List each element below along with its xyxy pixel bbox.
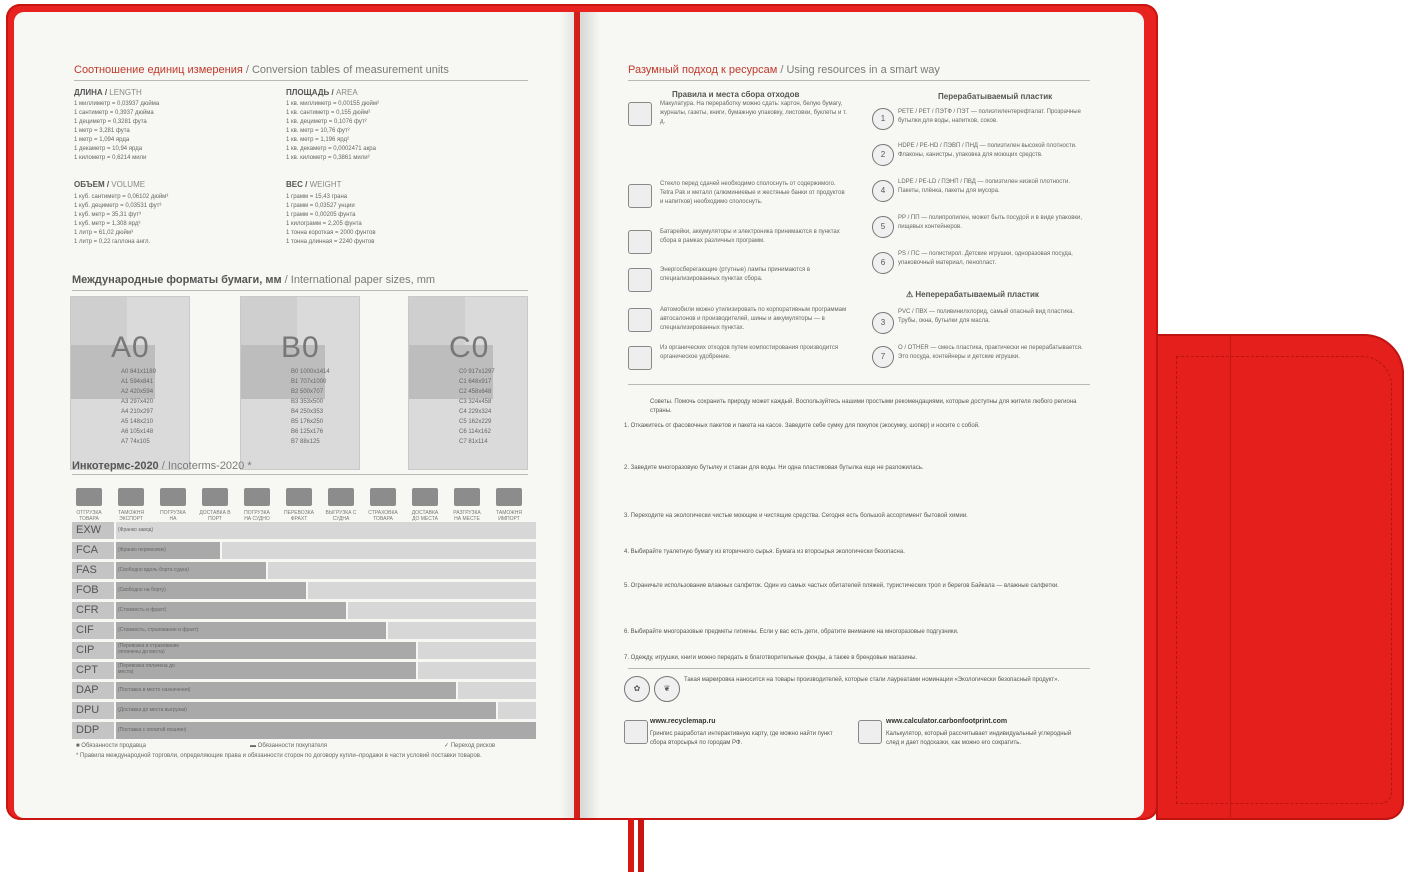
length-row: 1 километр = 0,6214 мили — [74, 155, 147, 161]
plastic-item: O / OTHER — смесь пластика, практически не перерабатывается. Это посуда, контейнеры и детские игрушки. — [898, 345, 1083, 360]
waste-item: Из органических отходов путем компостирования производится органическое удобрение. — [660, 345, 839, 360]
incoterm-row — [72, 722, 536, 739]
cloud-co2-icon — [858, 720, 882, 744]
stage-label: ВЫГРУЗКА С СУДНА — [325, 510, 357, 522]
units-title-ru: Соотношение единиц измерения — [74, 64, 243, 76]
incoterm-code: FOB — [72, 582, 114, 599]
resources-rule — [628, 80, 1090, 81]
incoterm-bar-buyer — [348, 602, 536, 619]
incoterm-bar-buyer — [222, 542, 536, 559]
incoterms-footnote: * Правила международной торговли, определяющие права и обязанности сторон по договору купли–продажи в части условий поставки товаров. — [76, 753, 482, 759]
customs-icon — [118, 488, 144, 506]
nonrecycle-title-label: Неперерабатываемый пластик — [915, 290, 1039, 299]
resources-title-sep: / — [777, 64, 787, 76]
recycle-pp-icon: 5 — [872, 216, 894, 238]
paper-format-b — [240, 296, 360, 470]
incoterms-title — [72, 460, 252, 472]
units-title — [74, 64, 449, 76]
tips-rule — [628, 384, 1090, 385]
recyclemap-link[interactable]: www.recyclemap.ru — [650, 718, 716, 725]
recycle-title: Перерабатываемый пластик — [938, 92, 1053, 101]
recycle-other-icon: 7 — [872, 346, 894, 368]
length-label-ru: ДЛИНА — [74, 88, 103, 97]
stage-label: ДОСТАВКА В ПОРТ — [199, 510, 231, 522]
waste-item: Батарейки, аккумуляторы и электроника принимаются в пунктах сбора в рамках различных программ. — [660, 229, 840, 244]
incoterm-note: (Франко перевозчик) — [118, 547, 166, 553]
incoterms-title-ru: Инкотермс-2020 — [72, 460, 159, 472]
waste-item: Энергосберегающие (ртутные) лампы принимаются в специализированных пунктах сбора. — [660, 267, 811, 282]
area-label-en: AREA — [335, 88, 358, 97]
waste-item: Макулатура. На переработку можно сдать: картон, белую бумагу, журналы, газеты, книги, бумажную упаковку, листовки, буклеты и т. д. — [660, 101, 847, 125]
plastic-item: PVC / ПВХ — поливинилхлорид, самый опасный вид пластика. Трубы, окна, бутылки для масла. — [898, 309, 1075, 324]
paper-format-sizes: C0 917x1297 C1 648x917 C2 458x648 C3 324x458 C4 229x324 C5 162x229 C6 114x162 C7 81x114 — [459, 369, 495, 445]
length-row: 1 сантиметр = 0,3937 дюйма — [74, 110, 154, 116]
incoterm-row — [72, 542, 536, 559]
weight-label: ВЕС / WEIGHT — [286, 180, 342, 189]
length-rows — [74, 100, 159, 163]
weight-row: 1 килограмм = 2,205 фунта — [286, 221, 362, 227]
weight-label-ru: ВЕС — [286, 180, 303, 189]
incoterm-bar-buyer — [388, 622, 536, 639]
area-row: 1 кв. декаметр = 0,0002471 акра — [286, 146, 376, 152]
tip-item: 6. Выбирайте многоразовые предметы гигиены. Если у вас есть дети, обратите внимание на многоразовые подгузники. — [624, 629, 959, 635]
plastic-item: PP / ПП — полипропилен, может быть посудой и в виде упаковки, пищевых контейнеров. — [898, 215, 1083, 230]
incoterm-row — [72, 642, 536, 659]
flap-stitching — [1176, 356, 1392, 804]
incoterm-code: EXW — [72, 522, 114, 539]
weight-row: 1 грамм = 0,00205 фунта — [286, 212, 356, 218]
leaf-label-icon: ❦ — [654, 676, 680, 702]
incoterm-note: (Перевозка и страхование оплачены до места) — [118, 643, 180, 655]
volume-row: 1 куб. сантиметр = 0,06102 дюйм³ — [74, 194, 169, 200]
volume-row: 1 куб. метр = 1,308 ярд³ — [74, 221, 141, 227]
carbon-calculator-link[interactable]: www.calculator.carbonfootprint.com — [886, 718, 1008, 725]
area-row: 1 кв. дециметр = 0,1076 фут² — [286, 119, 367, 125]
tip-item: 1. Откажитесь от фасовочных пакетов и пакета на кассе. Заведите себе сумку для покупок (экосумку, шопер) и носите с собой. — [624, 423, 980, 429]
umbrella-icon — [370, 488, 396, 506]
length-row: 1 метр = 1,094 ярда — [74, 137, 130, 143]
incoterms-title-en: Incoterms-2020 * — [167, 460, 252, 472]
incoterm-bar-buyer — [418, 642, 536, 659]
volume-row: 1 литр = 0,22 галлона англ. — [74, 239, 151, 245]
resources-title-en: Using resources in a smart way — [786, 64, 940, 76]
volume-row: 1 куб. метр = 35,31 фут³ — [74, 212, 142, 218]
length-label: ДЛИНА / LENGTH — [74, 88, 142, 97]
incoterm-code: CIF — [72, 622, 114, 639]
incoterm-row — [72, 522, 536, 539]
incoterms-rule — [72, 474, 528, 475]
paper-format-big-label: C0 — [449, 331, 490, 364]
tip-item: 3. Переходите на экологически чистые моющие и чистящие средства. Сегодня есть большой ассортимент бытовой химии. — [624, 513, 968, 519]
length-row: 1 метр = 3,281 фута — [74, 128, 130, 134]
incoterms-title-sep: / — [158, 460, 168, 472]
legend-risk-label: Переход рисков — [450, 743, 496, 749]
incoterm-note: (Поставка в место назначения) — [118, 687, 191, 693]
paper-format-big-label: B0 — [281, 331, 320, 364]
stage-label: ПЕРЕВОЗКА ФРАХТ — [284, 510, 314, 522]
waste-item: Стекло перед сдачей необходимо сполоснуть от содержимого. Tetra Pak и металл (алюминиевые и жестяные банки от продуктов и напитков) необходимо сполоснуть. — [660, 181, 845, 205]
spine-shadow — [560, 12, 600, 818]
recycle-ldpe-icon: 4 — [872, 180, 894, 202]
bottom-rule — [628, 668, 1090, 669]
length-row: 1 миллиметр = 0,03937 дюйма — [74, 101, 160, 107]
plastic-item: HDPE / PE-HD / ПЭВП / ПНД — полиэтилен высокой плотности. Флаконы, канистры, упаковка для моющих средств. — [898, 143, 1077, 158]
right-page — [580, 12, 1144, 818]
ship-loading-icon — [244, 488, 270, 506]
paper-waste-icon — [628, 102, 652, 126]
import-customs-icon — [496, 488, 522, 506]
stage-label: ОТГРУЗКА ТОВАРА — [76, 510, 102, 522]
battery-icon — [628, 230, 652, 254]
incoterm-row — [72, 582, 536, 599]
incoterm-bar — [116, 522, 536, 539]
unloading-icon — [328, 488, 354, 506]
left-page — [14, 12, 574, 818]
incoterm-bar-buyer — [498, 702, 536, 719]
weight-label-en: WEIGHT — [309, 180, 342, 189]
loading-icon — [160, 488, 186, 506]
recycle-ps-icon: 6 — [872, 252, 894, 274]
lamp-icon — [628, 268, 652, 292]
units-title-sep: / — [242, 64, 252, 76]
weight-row: 1 грамм = 0,03527 унции — [286, 203, 355, 209]
incoterm-note: (Франко завод) — [118, 527, 154, 533]
tip-item: 2. Заведите многоразовую бутылку и стакан для воды. Ни одна пластиковая бутылка еще не разложилась. — [624, 465, 924, 471]
paper-title-en: International paper sizes, mm — [290, 274, 436, 286]
incoterm-code: DPU — [72, 702, 114, 719]
length-row: 1 дециметр = 0,3281 фута — [74, 119, 147, 125]
nonrecycle-title: ⚠ Неперерабатываемый пластик — [906, 290, 1039, 299]
organic-waste-icon — [628, 346, 652, 370]
area-label: ПЛОЩАДЬ / AREA — [286, 88, 358, 97]
plastic-item: PS / ПС — полистирол. Детские игрушки, одноразовая посуда, упаковочный материал, пенопласт. — [898, 251, 1073, 266]
incoterm-note: (Доставка до места выгрузки) — [118, 707, 187, 713]
paper-format-big-label: A0 — [111, 331, 150, 364]
factory-icon — [76, 488, 102, 506]
units-title-en: Conversion tables of measurement units — [251, 64, 449, 76]
volume-row: 1 куб. дециметр = 0,03531 фут³ — [74, 203, 162, 209]
incoterm-code: CIP — [72, 642, 114, 659]
paper-title-ru: Международные форматы бумаги, мм — [72, 274, 282, 286]
boxes-icon — [454, 488, 480, 506]
flap-fold-line — [1230, 334, 1231, 820]
stage-label: ДОСТАВКА ДО МЕСТА — [411, 510, 439, 522]
area-row: 1 кв. миллиметр = 0,00155 дюйм² — [286, 101, 379, 107]
legend-buyer-label: Обязанности покупателя — [257, 743, 328, 749]
paper-title — [72, 274, 435, 286]
plastic-item: PETE / PET / ПЭТФ / ПЭТ — полиэтилентерефталат. Прозрачные бутылки для воды, напитков, соков. — [898, 109, 1081, 124]
tip-item: 7. Одежду, игрушки, книги можно передать в благотворительные фонды, а также в брендовые магазины. — [624, 655, 918, 661]
basket-icon — [624, 720, 648, 744]
glass-bottle-icon — [628, 184, 652, 208]
length-row: 1 декаметр = 10,94 ярда — [74, 146, 143, 152]
area-row: 1 кв. метр = 10,76 фут² — [286, 128, 350, 134]
legend-seller-label: Обязанности продавца — [81, 743, 146, 749]
incoterm-code: CFR — [72, 602, 114, 619]
incoterm-row — [72, 562, 536, 579]
paper-format-a — [70, 296, 190, 470]
recycle-pete-icon: 1 — [872, 108, 894, 130]
ship-icon — [286, 488, 312, 506]
tip-item: 5. Ограничьте использование влажных салфеток. Один из самых частых обитателей пляжей, туристических троп и берегов Байкала — влажные салфетки. — [624, 583, 1059, 589]
volume-row: 1 литр = 61,02 дюйм³ — [74, 230, 133, 236]
incoterm-code: DAP — [72, 682, 114, 699]
area-rows — [286, 100, 379, 163]
stage-label: ТАМОЖНЯ ИМПОРТ — [495, 510, 522, 522]
volume-label-ru: ОБЪЕМ — [74, 180, 105, 189]
tip-item: 4. Выбирайте туалетную бумагу из вторичного сырья. Бумага из вторсырья экологически безопасна. — [624, 549, 905, 555]
truck-icon — [202, 488, 228, 506]
volume-label: ОБЪЕМ / VOLUME — [74, 180, 146, 189]
incoterm-code: FAS — [72, 562, 114, 579]
incoterm-row — [72, 622, 536, 639]
length-label-en: LENGTH — [109, 88, 142, 97]
area-row: 1 кв. сантиметр = 0,155 дюйм² — [286, 110, 371, 116]
incoterm-note: (Поставка с оплатой пошлин) — [118, 727, 187, 733]
incoterm-bar-buyer — [268, 562, 536, 579]
paper-format-sizes: A0 841x1189 A1 594x841 A2 420x594 A3 297x420 A4 210x297 A5 148x210 A6 105x148 A7 74x105 — [121, 369, 156, 445]
stage-label: СТРАХОВКА ТОВАРА — [368, 510, 398, 522]
legend-risk: ✓ Переход рисков — [444, 743, 496, 749]
eco-label-icon: ✿ — [624, 676, 650, 702]
incoterm-row — [72, 682, 536, 699]
recycle-hdpe-icon: 2 — [872, 144, 894, 166]
weight-row: 1 тонна короткая = 2000 фунтов — [286, 230, 376, 236]
waste-title: Правила и места сбора отходов — [672, 90, 800, 99]
paper-title-sep: / — [281, 274, 291, 286]
stage-label: РАЗГРУЗКА НА МЕСТЕ — [453, 510, 481, 522]
weight-row: 1 грамм = 15,43 грана — [286, 194, 348, 200]
car-tire-icon — [628, 308, 652, 332]
eco-label-text: Такая маркировка наносится на товары производителей, которые стали лауреатами номинации «Экологически безопасный продукт». — [684, 677, 1060, 683]
bookmark-ribbon — [628, 818, 634, 872]
recycle-pvc-icon: 3 — [872, 312, 894, 334]
resources-title-ru: Разумный подход к ресурсам — [628, 64, 778, 76]
weight-rows — [286, 193, 376, 247]
tips-intro: Советы. Помочь сохранить природу может каждый. Воспользуйтесь нашими простыми рекомендациями, которые доступны для жителя любого региона страны. — [650, 399, 1077, 414]
incoterm-note: (Свободно на борту) — [118, 587, 166, 593]
stage-label: ПОГРУЗКА НА СУДНО — [244, 510, 270, 522]
weight-row: 1 тонна длинная = 2240 фунтов — [286, 239, 375, 245]
incoterm-note: (Перевозка оплачена до места) — [118, 663, 175, 675]
volume-label-en: VOLUME — [111, 180, 146, 189]
incoterm-row — [72, 702, 536, 719]
stage-label: ПОГРУЗКА НА — [160, 510, 186, 522]
stage-label: ТАМОЖНЯ ЭКСПОРТ — [117, 510, 144, 522]
recyclemap-text: Гринпис разработал интерактивную карту, где можно найти пункт сбора вторсырья по городам РФ. — [650, 731, 833, 746]
incoterm-row — [72, 602, 536, 619]
area-row: 1 кв. метр = 1,196 ярд² — [286, 137, 349, 143]
incoterm-code: FCA — [72, 542, 114, 559]
resources-title — [628, 64, 940, 76]
incoterm-bar-buyer — [418, 662, 536, 679]
incoterm-code: CPT — [72, 662, 114, 679]
paper-format-sizes: B0 1000x1414 B1 707x1000 B2 500x707 B3 353x500 B4 250x353 B5 176x250 B6 125x176 B7 88x125 — [291, 369, 330, 445]
incoterm-note: (Стоимость и фрахт) — [118, 607, 167, 613]
paper-format-c — [408, 296, 528, 470]
delivery-truck-icon — [412, 488, 438, 506]
area-label-ru: ПЛОЩАДЬ — [286, 88, 330, 97]
units-rule — [74, 80, 528, 81]
incoterm-note: (Стоимость, страхование и фрахт) — [118, 627, 199, 633]
bookmark-ribbon — [638, 818, 644, 872]
volume-rows — [74, 193, 168, 247]
paper-rule — [72, 290, 528, 291]
waste-item: Автомобили можно утилизировать по корпоративным программам автосалонов и производителей, шины и аккумуляторы — в специализированных пунктах. — [660, 307, 847, 331]
incoterm-bar-buyer — [458, 682, 536, 699]
incoterm-row — [72, 662, 536, 679]
area-row: 1 кв. километр = 0,3861 мили² — [286, 155, 370, 161]
legend-buyer: ▬ Обязанности покупателя — [250, 743, 328, 749]
legend-seller: ■ Обязанности продавца — [76, 743, 146, 749]
incoterm-code: DDP — [72, 722, 114, 739]
carbon-calculator-text: Калькулятор, который рассчитывает индивидуальный углеродный след и дает подсказки, как можно его сократить. — [886, 731, 1072, 746]
incoterm-note: (Свободно вдоль борта судна) — [118, 567, 189, 573]
plastic-item: LDPE / PE-LD / ПЭНП / ПВД — полиэтилен низкой плотности. Пакеты, плёнка, пакеты для мусора. — [898, 179, 1071, 194]
incoterm-bar-buyer — [308, 582, 536, 599]
